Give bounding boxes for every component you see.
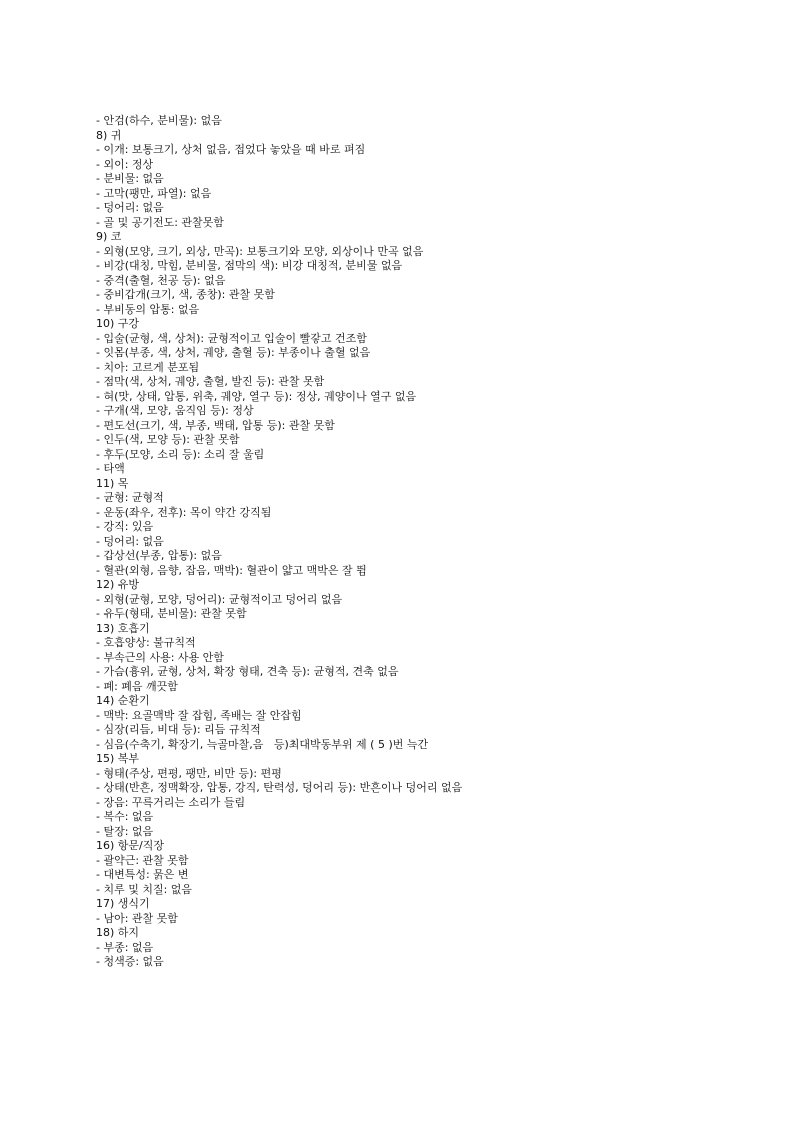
list-item: - 구개(색, 모양, 움직임 등): 정상 [96,404,254,417]
list-item: - 부속근의 사용: 사용 안함 [96,650,224,664]
list-item: - 폐: 폐음 깨끗함 [96,679,178,693]
list-item: - 잇몸(부종, 색, 상처, 궤양, 출혈 등): 부종이나 출혈 없음 [96,346,371,359]
list-item: - 부비동의 압통: 없음 [96,302,200,316]
list-item: - 대변특성: 묽은 변 [96,868,189,881]
list-item: - 외형(모양, 크기, 외상, 만곡): 보통크기와 모양, 외상이나 만곡 없음 [96,244,424,258]
list-item: - 남아: 관찰 못함 [96,911,178,925]
list-item: - 유두(형태, 분비물): 관찰 못함 [96,607,247,620]
list-item: - 안검(하수, 분비물): 없음 [96,114,222,127]
list-item: - 균형: 균형적 [96,491,164,504]
list-item: - 괄약근: 관찰 못함 [96,853,189,867]
section-heading: 17) 생식기 [96,897,150,910]
list-item: - 덩어리: 없음 [96,201,164,214]
section-heading: 15) 복부 [96,752,140,765]
list-item: - 점막(색, 상처, 궤양, 출혈, 발진 등): 관찰 못함 [96,375,325,388]
list-item: - 심장(리듬, 비대 등): 리듬 규칙적 [96,723,261,736]
list-item: - 중격(출혈, 천공 등): 없음 [96,273,226,287]
section-heading: 14) 순환기 [96,694,150,707]
list-item: - 갑상선(부종, 압통): 없음 [96,549,222,562]
list-item: - 호흡양상: 불규칙적 [96,636,196,649]
list-item: - 타액 [96,462,125,475]
list-item: - 가슴(흉위, 균형, 상처, 확장 형태, 견축 등): 균형적, 견축 없음 [96,665,399,678]
list-item: - 골 및 공기전도: 관찰못함 [96,215,224,229]
list-item: - 강직: 있음 [96,520,154,533]
section-heading: 12) 유방 [96,578,140,591]
list-item: - 운동(좌우, 전후): 목이 약간 강직됨 [96,505,272,519]
list-item: - 분비물: 없음 [96,172,164,185]
list-item: - 편도선(크기, 색, 부종, 백태, 압통 등): 관찰 못함 [96,418,335,432]
list-item: - 청색증: 없음 [96,955,164,968]
section-heading: 11) 목 [96,476,129,490]
list-item: - 혈관(외형, 음향, 잡음, 맥박): 혈관이 얇고 맥박은 잘 뜀 [96,563,367,577]
list-item: - 심음(수축기, 확장기, 늑골마찰,음 등)최대박동부위 제 ( 5 )번 늑간 [96,737,429,751]
list-item: - 외형(균형, 모양, 덩어리): 균형적이고 덩어리 없음 [96,592,343,606]
list-item: - 치루 및 치질: 없음 [96,882,193,896]
list-item: - 치아: 고르게 분포됨 [96,360,200,374]
section-heading: 18) 하지 [96,926,140,939]
section-heading: 8) 귀 [96,128,122,142]
document-body [96,114,756,970]
list-item: - 비강(대칭, 막힘, 분비물, 점막의 색): 비강 대칭적, 분비물 없음 [96,259,403,272]
list-item: - 부종: 없음 [96,940,154,954]
list-item: - 상태(반흔, 정맥확장, 압통, 강직, 탄력성, 덩어리 등): 반흔이나 덩어리 없음 [96,781,463,794]
list-item: - 중비갑개(크기, 색, 종창): 관찰 못함 [96,288,275,301]
list-item: - 맥박: 요골맥박 잘 잡힘, 족배는 잘 안잡힘 [96,708,302,722]
section-heading: 16) 항문/직장 [96,839,164,852]
list-item: - 장음: 꾸륵거리는 소리가 들림 [96,795,246,809]
section-heading: 10) 구강 [96,317,140,330]
list-item: - 인두(색, 모양 등): 관찰 못함 [96,433,240,446]
section-heading: 13) 호흡기 [96,621,150,635]
list-item: - 혀(맛, 상태, 압통, 위축, 궤양, 열구 등): 정상, 궤양이나 열구 없음 [96,389,417,403]
list-item: - 외이: 정상 [96,157,154,171]
section-heading: 9) 코 [96,230,122,243]
list-item: - 고막(팽만, 파열): 없음 [96,186,212,200]
list-item: - 형태(주상, 편평, 팽만, 비만 등): 편평 [96,766,282,780]
list-item: - 복수: 없음 [96,810,154,823]
list-item: - 후두(모양, 소리 등): 소리 잘 울림 [96,447,265,461]
list-item: - 입술(균형, 색, 상처): 균형적이고 입술이 빨갛고 건조함 [96,331,367,345]
list-item: - 이개: 보통크기, 상처 없음, 접었다 놓았을 때 바로 펴짐 [96,143,366,156]
list-item: - 탈장: 없음 [96,824,154,838]
list-item: - 덩어리: 없음 [96,534,164,548]
